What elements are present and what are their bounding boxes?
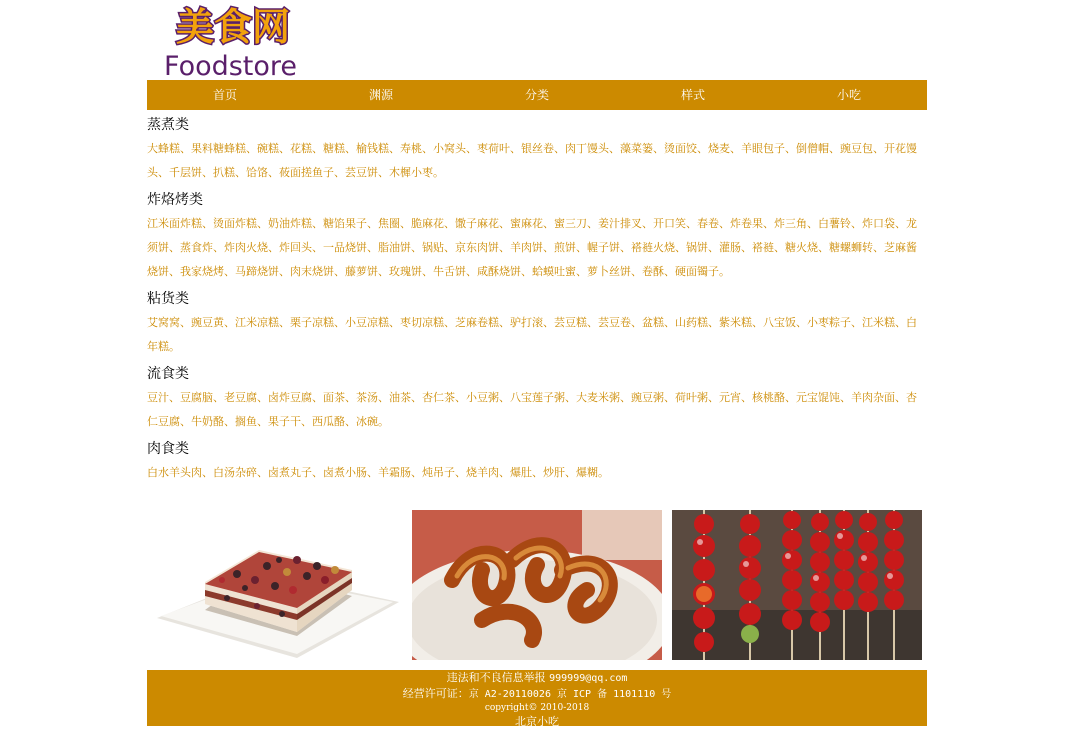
category-section [147,188,927,284]
category-items: 豆汁、豆腐脑、老豆腐、卤炸豆腐、面茶、茶汤、油茶、杏仁茶、小豆粥、八宝莲子粥、大麦米粥、豌豆粥、荷叶粥、元宵、核桃酪、元宝馄饨、羊肉杂面、杏仁豆腐、牛奶酪、搁鱼、果子干、西瓜酪、冰碗。 [147,391,917,428]
candied-hawthorn-photo [672,510,922,660]
photo-gallery [147,510,927,660]
layered-cake-photo [147,510,400,660]
category-section [147,437,927,485]
license-label: 经营许可证： [402,687,469,700]
category-section [147,362,927,434]
nav-origin[interactable]: 渊源 [368,88,393,102]
category-title: 蒸煮类 [147,117,189,133]
category-section [147,113,927,185]
nav-style[interactable]: 样式 [680,88,705,102]
footer-report [147,670,927,686]
footer-copyright: copyright© 2010-2018 [484,703,590,713]
category-title: 炸烙烤类 [147,192,203,208]
category-title: 流食类 [147,366,189,382]
category-list [147,113,927,488]
logo-english: Foodstore [164,51,298,78]
category-items: 白水羊头肉、白汤杂碎、卤煮丸子、卤煮小肠、羊霜肠、炖吊子、烧羊肉、爆肚、炒肝、爆糊。 [147,466,609,479]
fried-dough-photo [412,510,662,660]
category-title: 粘货类 [147,291,189,307]
license-text: 京 A2-20110026 京 ICP 备 1101110 号 [468,689,672,700]
category-section [147,287,927,359]
footer-site-name: 北京小吃 [515,715,559,728]
main-nav [147,80,927,110]
nav-home[interactable]: 首页 [212,88,237,102]
category-items: 江米面炸糕、烫面炸糕、奶油炸糕、糖馅果子、焦圈、脆麻花、馓子麻花、蜜麻花、蜜三刀、姜汁排叉、开口笑、春卷、炸卷果、炸三角、白薯铃、炸口袋、龙须饼、蒸食炸、炸肉火烧、炸回头、一品烧饼、脂油饼、锅贴、京东肉饼、羊肉饼、煎饼、幄子饼、褡裢火烧、锅饼、灌肠、褡裢、糖火烧、糖螺蛳转、芝麻酱烧饼、我家烧烤、马蹄烧饼、肉末烧饼、藤萝饼、玫瑰饼、牛舌饼、咸酥烧饼、蛤蟆吐蜜、萝卜丝饼、卷酥、硬面镯子。 [147,217,917,278]
category-title: 肉食类 [147,441,189,457]
site-footer [147,670,927,726]
category-items: 艾窝窝、豌豆黄、江米凉糕、栗子凉糕、小豆凉糕、枣切凉糕、芝麻卷糕、驴打滚、芸豆糕、芸豆卷、盆糕、山药糕、紫米糕、八宝饭、小枣粽子、江米糕、白年糕。 [147,316,917,353]
foodstore-logo [162,2,334,78]
logo-chinese: 美食网 [176,5,291,49]
report-label: 违法和不良信息举报 [446,671,546,684]
nav-snacks[interactable]: 小吃 [836,88,861,102]
nav-category[interactable]: 分类 [524,88,549,102]
report-email[interactable]: 999999@qq.com [549,673,628,684]
footer-license [147,686,927,702]
category-items: 大蜂糕、果料糖蜂糕、碗糕、花糕、糖糕、榆钱糕、寿桃、小窝头、枣荷叶、银丝卷、肉丁馒头、藻菜篓、烫面饺、烧麦、羊眼包子、倒僧帽、豌豆包、开花馒头、千层饼、扒糕、饸饹、莜面搓鱼子、芸豆饼、木樨小枣。 [147,142,917,179]
